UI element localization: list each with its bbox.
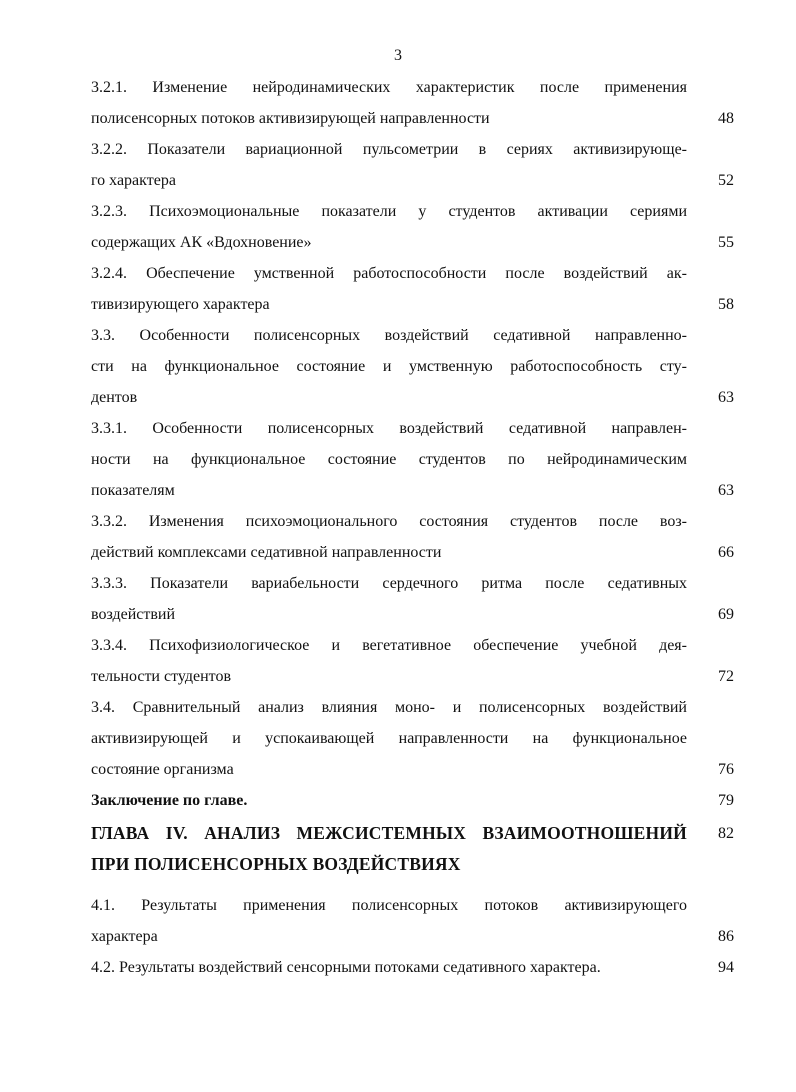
toc-entry-line: дентов: [91, 389, 138, 406]
toc-entry-line: ности на функциональное состояние студентов по нейродинамическим: [91, 451, 687, 468]
toc-entry-line: показателям: [91, 482, 175, 499]
toc-page-number: 48: [718, 110, 734, 127]
toc-page-number: 63: [718, 482, 734, 499]
toc-entry-line: 4.2. Результаты воздействий сенсорными потоками седативного характера.: [91, 959, 601, 976]
toc-entry-line: 4.1. Результаты применения полисенсорных потоков активизирующего: [91, 897, 687, 914]
toc-entry-3-4: [91, 692, 734, 785]
toc-entry-3-3-2: [91, 506, 734, 568]
toc-entry-line: Заключение по главе.: [91, 792, 248, 809]
toc-page-number: 58: [718, 296, 734, 313]
toc-entry-line: тивизирующего характера: [91, 296, 270, 313]
toc-entry-chapter-4: [91, 818, 734, 880]
toc-entry-4-1: [91, 890, 734, 952]
toc-entry-line: сти на функциональное состояние и умственную работоспособность сту-: [91, 358, 687, 375]
toc-page-number: 79: [718, 792, 734, 809]
toc-entry-line: 3.2.1. Изменение нейродинамических характеристик после применения: [91, 79, 687, 96]
toc-entry-line: содержащих АК «Вдохновение»: [91, 234, 312, 251]
table-of-contents: [91, 72, 734, 983]
toc-entry-3-3: [91, 320, 734, 413]
toc-entry-line: активизирующей и успокаивающей направленности на функциональное: [91, 730, 687, 747]
toc-page-number: 66: [718, 544, 734, 561]
toc-entry-line: 3.3.3. Показатели вариабельности сердечного ритма после седативных: [91, 575, 687, 592]
toc-entry-line: характера: [91, 928, 158, 945]
toc-chapter-heading-line: ПРИ ПОЛИСЕНСОРНЫХ ВОЗДЕЙСТВИЯХ: [91, 854, 461, 874]
toc-entry-line: действий комплексами седативной направленности: [91, 544, 442, 561]
toc-entry-line: 3.3.1. Особенности полисенсорных воздействий седативной направлен-: [91, 420, 687, 437]
toc-entry-chapter-conclusion: [91, 785, 734, 816]
toc-page-number: 55: [718, 234, 734, 251]
toc-entry-line: 3.2.3. Психоэмоциональные показатели у студентов активации сериями: [91, 203, 687, 220]
toc-entry-line: го характера: [91, 172, 176, 189]
toc-entry-line: 3.2.2. Показатели вариационной пульсометрии в сериях активизирующе-: [91, 141, 687, 158]
toc-entry-line: состояние организма: [91, 761, 234, 778]
toc-page-number: 86: [718, 928, 734, 945]
page-number: 3: [394, 47, 402, 64]
toc-entry-line: воздействий: [91, 606, 176, 623]
toc-page-number: 94: [718, 959, 734, 976]
toc-entry-3-2-4: [91, 258, 734, 320]
toc-entry-3-3-1: [91, 413, 734, 506]
toc-entry-3-3-3: [91, 568, 734, 630]
toc-entry-line: 3.3.4. Психофизиологическое и вегетативное обеспечение учебной дея-: [91, 637, 687, 654]
toc-chapter-heading-line: ГЛАВА IV. АНАЛИЗ МЕЖСИСТЕМНЫХ ВЗАИМООТНОШЕНИЙ: [91, 823, 687, 843]
toc-entry-3-2-2: [91, 134, 734, 196]
toc-page-number: 63: [718, 389, 734, 406]
toc-entry-3-3-4: [91, 630, 734, 692]
toc-entry-3-2-1: [91, 72, 734, 134]
toc-page-number: 69: [718, 606, 734, 623]
toc-entry-line: тельности студентов: [91, 668, 232, 685]
toc-page-number: 76: [718, 761, 734, 778]
toc-entry-line: 3.4. Сравнительный анализ влияния моно- и полисенсорных воздействий: [91, 699, 687, 716]
toc-entry-3-2-3: [91, 196, 734, 258]
toc-entry-line: 3.3. Особенности полисенсорных воздействий седативной направленно-: [91, 327, 687, 344]
toc-page-number: 82: [718, 825, 734, 842]
toc-page-number: 52: [718, 172, 734, 189]
toc-entry-4-2: [91, 952, 734, 983]
toc-page-number: 72: [718, 668, 734, 685]
toc-entry-line: 3.3.2. Изменения психоэмоционального состояния студентов после воз-: [91, 513, 687, 530]
toc-entry-line: 3.2.4. Обеспечение умственной работоспособности после воздействий ак-: [91, 265, 687, 282]
toc-entry-line: полисенсорных потоков активизирующей направленности: [91, 110, 490, 127]
